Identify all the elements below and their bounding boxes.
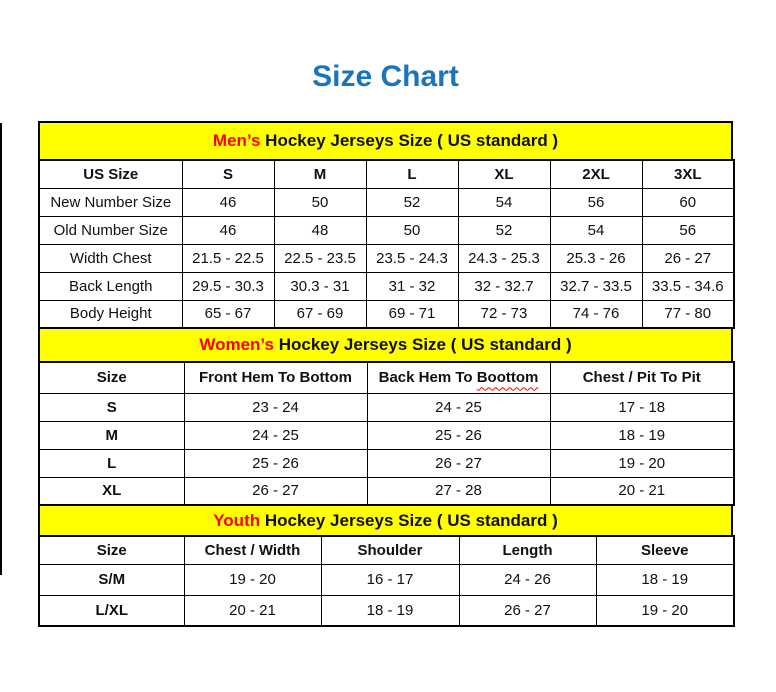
row-label-cell: S/M bbox=[39, 564, 184, 595]
mens-table-header bbox=[39, 160, 734, 188]
value-cell: 52 bbox=[366, 188, 458, 216]
table-row bbox=[39, 595, 734, 626]
womens-band-highlight: Women’s bbox=[199, 335, 274, 354]
column-header: US Size bbox=[39, 160, 182, 188]
column-header: Chest / Width bbox=[184, 536, 321, 564]
page-title: Size Chart bbox=[312, 60, 459, 93]
value-cell: 19 - 20 bbox=[596, 595, 734, 626]
column-header bbox=[367, 362, 550, 393]
value-cell: 77 - 80 bbox=[642, 300, 734, 328]
value-cell: 25.3 - 26 bbox=[550, 244, 642, 272]
value-cell: 26 - 27 bbox=[642, 244, 734, 272]
value-cell: 27 - 28 bbox=[367, 477, 550, 505]
row-label-cell: XL bbox=[39, 477, 184, 505]
value-cell: 19 - 20 bbox=[550, 449, 734, 477]
row-label-cell: S bbox=[39, 393, 184, 421]
column-header: 2XL bbox=[550, 160, 642, 188]
value-cell: 18 - 19 bbox=[321, 595, 459, 626]
column-header: M bbox=[274, 160, 366, 188]
table-row bbox=[39, 188, 734, 216]
youth-table-header bbox=[39, 536, 734, 564]
value-cell: 67 - 69 bbox=[274, 300, 366, 328]
womens-band-text: Hockey Jerseys Size ( US standard ) bbox=[273, 335, 572, 354]
mens-band-text: Hockey Jerseys Size ( US standard ) bbox=[260, 131, 559, 150]
value-cell: 20 - 21 bbox=[184, 595, 321, 626]
value-cell: 24.3 - 25.3 bbox=[458, 244, 550, 272]
column-header: Length bbox=[459, 536, 596, 564]
row-label-cell: Body Height bbox=[39, 300, 182, 328]
value-cell: 25 - 26 bbox=[367, 421, 550, 449]
table-row bbox=[39, 477, 734, 505]
column-header: Size bbox=[39, 536, 184, 564]
column-header: L bbox=[366, 160, 458, 188]
row-label-cell: M bbox=[39, 421, 184, 449]
row-label-cell: New Number Size bbox=[39, 188, 182, 216]
value-cell: 50 bbox=[274, 188, 366, 216]
value-cell: 25 - 26 bbox=[184, 449, 367, 477]
table-row bbox=[39, 216, 734, 244]
table-row bbox=[39, 564, 734, 595]
womens-size-table bbox=[38, 361, 735, 506]
value-cell: 19 - 20 bbox=[184, 564, 321, 595]
left-edge-line bbox=[0, 123, 2, 575]
value-cell: 26 - 27 bbox=[367, 449, 550, 477]
value-cell: 69 - 71 bbox=[366, 300, 458, 328]
table-row bbox=[39, 449, 734, 477]
value-cell: 54 bbox=[550, 216, 642, 244]
value-cell: 24 - 25 bbox=[367, 393, 550, 421]
value-cell: 24 - 26 bbox=[459, 564, 596, 595]
value-cell: 26 - 27 bbox=[459, 595, 596, 626]
value-cell: 65 - 67 bbox=[182, 300, 274, 328]
column-header: XL bbox=[458, 160, 550, 188]
value-cell: 46 bbox=[182, 188, 274, 216]
table-header-row bbox=[39, 536, 734, 564]
value-cell: 18 - 19 bbox=[550, 421, 734, 449]
youth-band-text: Hockey Jerseys Size ( US standard ) bbox=[260, 511, 558, 530]
column-header: Chest / Pit To Pit bbox=[550, 362, 734, 393]
youth-section-band bbox=[38, 504, 733, 537]
mens-table-body bbox=[39, 188, 734, 328]
value-cell: 23.5 - 24.3 bbox=[366, 244, 458, 272]
row-label-cell: L/XL bbox=[39, 595, 184, 626]
column-header: 3XL bbox=[642, 160, 734, 188]
value-cell: 17 - 18 bbox=[550, 393, 734, 421]
value-cell: 54 bbox=[458, 188, 550, 216]
value-cell: 24 - 25 bbox=[184, 421, 367, 449]
misspelled-header-prefix: Back Hem To bbox=[378, 369, 477, 387]
mens-band-highlight: Men’s bbox=[212, 131, 261, 150]
value-cell: 52 bbox=[458, 216, 550, 244]
value-cell: 74 - 76 bbox=[550, 300, 642, 328]
value-cell: 56 bbox=[642, 216, 734, 244]
value-cell: 30.3 - 31 bbox=[274, 272, 366, 300]
womens-table-header bbox=[39, 362, 734, 393]
value-cell: 32.7 - 33.5 bbox=[550, 272, 642, 300]
value-cell: 60 bbox=[642, 188, 734, 216]
value-cell: 16 - 17 bbox=[321, 564, 459, 595]
column-header: Front Hem To Bottom bbox=[184, 362, 367, 393]
value-cell: 23 - 24 bbox=[184, 393, 367, 421]
value-cell: 50 bbox=[366, 216, 458, 244]
row-label-cell: Old Number Size bbox=[39, 216, 182, 244]
value-cell: 20 - 21 bbox=[550, 477, 734, 505]
value-cell: 22.5 - 23.5 bbox=[274, 244, 366, 272]
value-cell: 26 - 27 bbox=[184, 477, 367, 505]
value-cell: 46 bbox=[182, 216, 274, 244]
table-row bbox=[39, 393, 734, 421]
womens-section-band bbox=[38, 327, 733, 363]
value-cell: 48 bbox=[274, 216, 366, 244]
value-cell: 33.5 - 34.6 bbox=[642, 272, 734, 300]
youth-table-body bbox=[39, 564, 734, 626]
table-row bbox=[39, 421, 734, 449]
mens-section-band bbox=[38, 121, 733, 161]
value-cell: 18 - 19 bbox=[596, 564, 734, 595]
mens-size-table bbox=[38, 159, 735, 329]
misspelled-word: Boottom bbox=[476, 369, 539, 387]
value-cell: 32 - 32.7 bbox=[458, 272, 550, 300]
row-label-cell: Width Chest bbox=[39, 244, 182, 272]
table-row bbox=[39, 244, 734, 272]
column-header: S bbox=[182, 160, 274, 188]
table-row bbox=[39, 272, 734, 300]
table-row bbox=[39, 300, 734, 328]
row-label-cell: Back Length bbox=[39, 272, 182, 300]
value-cell: 72 - 73 bbox=[458, 300, 550, 328]
column-header: Shoulder bbox=[321, 536, 459, 564]
youth-size-table bbox=[38, 535, 735, 627]
value-cell: 21.5 - 22.5 bbox=[182, 244, 274, 272]
column-header: Size bbox=[39, 362, 184, 393]
row-label-cell: L bbox=[39, 449, 184, 477]
youth-band-highlight: Youth bbox=[213, 511, 261, 530]
column-header: Sleeve bbox=[596, 536, 734, 564]
womens-table-body bbox=[39, 393, 734, 505]
table-header-row bbox=[39, 160, 734, 188]
value-cell: 31 - 32 bbox=[366, 272, 458, 300]
table-header-row bbox=[39, 362, 734, 393]
size-chart bbox=[38, 121, 733, 627]
value-cell: 29.5 - 30.3 bbox=[182, 272, 274, 300]
value-cell: 56 bbox=[550, 188, 642, 216]
